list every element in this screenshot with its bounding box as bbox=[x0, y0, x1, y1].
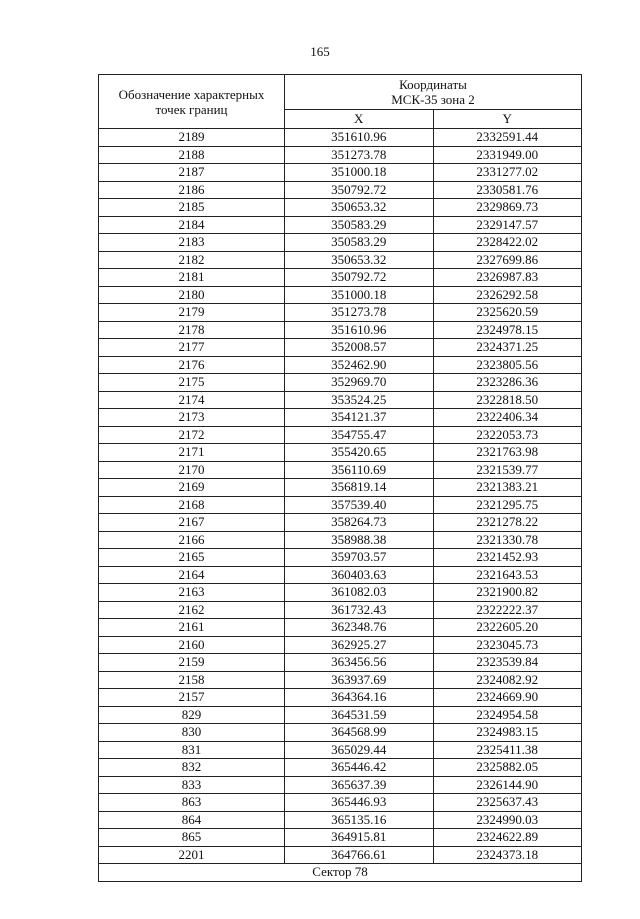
table-row bbox=[99, 181, 582, 199]
table-row bbox=[99, 654, 582, 672]
point-id-cell: 2174 bbox=[99, 391, 285, 409]
x-coordinate-cell: 365637.39 bbox=[285, 776, 434, 794]
y-coordinate-cell: 2329869.73 bbox=[433, 199, 582, 217]
x-coordinate-cell: 354121.37 bbox=[285, 409, 434, 427]
y-coordinate-cell: 2322406.34 bbox=[433, 409, 582, 427]
point-id-cell: 2176 bbox=[99, 356, 285, 374]
table-row bbox=[99, 689, 582, 707]
y-coordinate-cell: 2321330.78 bbox=[433, 531, 582, 549]
y-coordinate-cell: 2323805.56 bbox=[433, 356, 582, 374]
y-coordinate-cell: 2324990.03 bbox=[433, 811, 582, 829]
table-row bbox=[99, 811, 582, 829]
y-coordinate-cell: 2322053.73 bbox=[433, 426, 582, 444]
table-row bbox=[99, 584, 582, 602]
table-row bbox=[99, 566, 582, 584]
table-row bbox=[99, 251, 582, 269]
table-row bbox=[99, 426, 582, 444]
table-row bbox=[99, 776, 582, 794]
table-row bbox=[99, 549, 582, 567]
point-id-cell: 2169 bbox=[99, 479, 285, 497]
sector-label: Сектор 78 bbox=[99, 864, 582, 882]
x-coordinate-cell: 350792.72 bbox=[285, 269, 434, 287]
table-row bbox=[99, 164, 582, 182]
y-coordinate-cell: 2324983.15 bbox=[433, 724, 582, 742]
x-coordinate-cell: 365135.16 bbox=[285, 811, 434, 829]
x-coordinate-cell: 357539.40 bbox=[285, 496, 434, 514]
x-coordinate-cell: 355420.65 bbox=[285, 444, 434, 462]
x-column-header: X bbox=[285, 110, 434, 129]
y-coordinate-cell: 2326144.90 bbox=[433, 776, 582, 794]
point-header-line2: точек границ bbox=[155, 101, 228, 117]
coordinates-header bbox=[285, 75, 582, 110]
table-row bbox=[99, 391, 582, 409]
coords-header-line1: Координаты bbox=[399, 77, 467, 92]
point-id-cell: 2185 bbox=[99, 199, 285, 217]
y-coordinate-cell: 2321763.98 bbox=[433, 444, 582, 462]
y-coordinate-cell: 2323539.84 bbox=[433, 654, 582, 672]
point-id-cell: 831 bbox=[99, 741, 285, 759]
table-row bbox=[99, 846, 582, 864]
y-coordinate-cell: 2324978.15 bbox=[433, 321, 582, 339]
point-id-cell: 2157 bbox=[99, 689, 285, 707]
y-coordinate-cell: 2321539.77 bbox=[433, 461, 582, 479]
y-coordinate-cell: 2324669.90 bbox=[433, 689, 582, 707]
point-id-cell: 833 bbox=[99, 776, 285, 794]
point-id-cell: 2179 bbox=[99, 304, 285, 322]
table-body bbox=[99, 129, 582, 864]
x-coordinate-cell: 352462.90 bbox=[285, 356, 434, 374]
table-row bbox=[99, 409, 582, 427]
y-coordinate-cell: 2325411.38 bbox=[433, 741, 582, 759]
y-coordinate-cell: 2331949.00 bbox=[433, 146, 582, 164]
table-row bbox=[99, 671, 582, 689]
x-coordinate-cell: 350583.29 bbox=[285, 234, 434, 252]
point-id-cell: 2158 bbox=[99, 671, 285, 689]
point-id-cell: 2189 bbox=[99, 129, 285, 147]
point-id-cell: 2183 bbox=[99, 234, 285, 252]
point-id-cell: 2165 bbox=[99, 549, 285, 567]
point-id-cell: 2167 bbox=[99, 514, 285, 532]
point-id-cell: 2181 bbox=[99, 269, 285, 287]
x-coordinate-cell: 350583.29 bbox=[285, 216, 434, 234]
table-row bbox=[99, 129, 582, 147]
table-row bbox=[99, 286, 582, 304]
table-row bbox=[99, 356, 582, 374]
y-coordinate-cell: 2325882.05 bbox=[433, 759, 582, 777]
y-coordinate-cell: 2321383.21 bbox=[433, 479, 582, 497]
point-id-cell: 2178 bbox=[99, 321, 285, 339]
point-id-cell: 2177 bbox=[99, 339, 285, 357]
point-id-cell: 2159 bbox=[99, 654, 285, 672]
x-coordinate-cell: 352008.57 bbox=[285, 339, 434, 357]
coordinates-table bbox=[98, 74, 582, 882]
x-coordinate-cell: 364364.16 bbox=[285, 689, 434, 707]
y-coordinate-cell: 2328422.02 bbox=[433, 234, 582, 252]
point-id-cell: 2180 bbox=[99, 286, 285, 304]
y-coordinate-cell: 2321900.82 bbox=[433, 584, 582, 602]
x-coordinate-cell: 365446.93 bbox=[285, 794, 434, 812]
y-column-header: Y bbox=[433, 110, 582, 129]
table-row bbox=[99, 234, 582, 252]
table-row bbox=[99, 601, 582, 619]
point-id-cell: 2182 bbox=[99, 251, 285, 269]
y-coordinate-cell: 2325620.59 bbox=[433, 304, 582, 322]
y-coordinate-cell: 2324082.92 bbox=[433, 671, 582, 689]
point-id-cell: 2168 bbox=[99, 496, 285, 514]
point-id-cell: 865 bbox=[99, 829, 285, 847]
x-coordinate-cell: 362348.76 bbox=[285, 619, 434, 637]
point-id-cell: 2162 bbox=[99, 601, 285, 619]
point-id-cell: 863 bbox=[99, 794, 285, 812]
table-row bbox=[99, 479, 582, 497]
point-designation-header bbox=[99, 75, 285, 129]
table-row bbox=[99, 339, 582, 357]
x-coordinate-cell: 365446.42 bbox=[285, 759, 434, 777]
table-row bbox=[99, 199, 582, 217]
x-coordinate-cell: 358264.73 bbox=[285, 514, 434, 532]
y-coordinate-cell: 2324954.58 bbox=[433, 706, 582, 724]
point-id-cell: 2166 bbox=[99, 531, 285, 549]
table-row bbox=[99, 829, 582, 847]
table-row bbox=[99, 706, 582, 724]
x-coordinate-cell: 351000.18 bbox=[285, 286, 434, 304]
x-coordinate-cell: 364531.59 bbox=[285, 706, 434, 724]
page-number: 165 bbox=[310, 44, 330, 59]
y-coordinate-cell: 2321295.75 bbox=[433, 496, 582, 514]
x-coordinate-cell: 351000.18 bbox=[285, 164, 434, 182]
x-coordinate-cell: 350792.72 bbox=[285, 181, 434, 199]
y-coordinate-cell: 2327699.86 bbox=[433, 251, 582, 269]
point-id-cell: 2173 bbox=[99, 409, 285, 427]
y-coordinate-cell: 2324622.89 bbox=[433, 829, 582, 847]
y-coordinate-cell: 2332591.44 bbox=[433, 129, 582, 147]
y-coordinate-cell: 2329147.57 bbox=[433, 216, 582, 234]
x-coordinate-cell: 364568.99 bbox=[285, 724, 434, 742]
table-row bbox=[99, 216, 582, 234]
table-header-row bbox=[99, 75, 582, 110]
y-coordinate-cell: 2326292.58 bbox=[433, 286, 582, 304]
point-header-line1: Обозначение характерных bbox=[118, 86, 265, 102]
x-coordinate-cell: 351273.78 bbox=[285, 304, 434, 322]
table-row bbox=[99, 321, 582, 339]
x-coordinate-cell: 356819.14 bbox=[285, 479, 434, 497]
point-id-cell: 2175 bbox=[99, 374, 285, 392]
x-coordinate-cell: 351610.96 bbox=[285, 321, 434, 339]
y-coordinate-cell: 2323286.36 bbox=[433, 374, 582, 392]
x-coordinate-cell: 362925.27 bbox=[285, 636, 434, 654]
x-coordinate-cell: 363456.56 bbox=[285, 654, 434, 672]
table-row bbox=[99, 269, 582, 287]
y-coordinate-cell: 2324373.18 bbox=[433, 846, 582, 864]
table-row bbox=[99, 304, 582, 322]
x-coordinate-cell: 350653.32 bbox=[285, 251, 434, 269]
x-coordinate-cell: 361732.43 bbox=[285, 601, 434, 619]
x-coordinate-cell: 360403.63 bbox=[285, 566, 434, 584]
y-coordinate-cell: 2322222.37 bbox=[433, 601, 582, 619]
point-id-cell: 830 bbox=[99, 724, 285, 742]
y-coordinate-cell: 2323045.73 bbox=[433, 636, 582, 654]
y-coordinate-cell: 2324371.25 bbox=[433, 339, 582, 357]
y-coordinate-cell: 2321452.93 bbox=[433, 549, 582, 567]
point-id-cell: 2161 bbox=[99, 619, 285, 637]
table-row bbox=[99, 636, 582, 654]
point-id-cell: 832 bbox=[99, 759, 285, 777]
y-coordinate-cell: 2331277.02 bbox=[433, 164, 582, 182]
table-row bbox=[99, 741, 582, 759]
x-coordinate-cell: 365029.44 bbox=[285, 741, 434, 759]
y-coordinate-cell: 2321278.22 bbox=[433, 514, 582, 532]
y-coordinate-cell: 2322818.50 bbox=[433, 391, 582, 409]
point-id-cell: 2160 bbox=[99, 636, 285, 654]
y-coordinate-cell: 2322605.20 bbox=[433, 619, 582, 637]
x-coordinate-cell: 350653.32 bbox=[285, 199, 434, 217]
x-coordinate-cell: 364766.61 bbox=[285, 846, 434, 864]
x-coordinate-cell: 352969.70 bbox=[285, 374, 434, 392]
point-id-cell: 2187 bbox=[99, 164, 285, 182]
x-coordinate-cell: 354755.47 bbox=[285, 426, 434, 444]
x-coordinate-cell: 359703.57 bbox=[285, 549, 434, 567]
table-row bbox=[99, 724, 582, 742]
point-id-cell: 2186 bbox=[99, 181, 285, 199]
point-id-cell: 2184 bbox=[99, 216, 285, 234]
y-coordinate-cell: 2321643.53 bbox=[433, 566, 582, 584]
y-coordinate-cell: 2325637.43 bbox=[433, 794, 582, 812]
table-row bbox=[99, 461, 582, 479]
point-id-cell: 2164 bbox=[99, 566, 285, 584]
point-id-cell: 829 bbox=[99, 706, 285, 724]
x-coordinate-cell: 361082.03 bbox=[285, 584, 434, 602]
table-row bbox=[99, 531, 582, 549]
point-id-cell: 2163 bbox=[99, 584, 285, 602]
point-id-cell: 864 bbox=[99, 811, 285, 829]
table-row bbox=[99, 374, 582, 392]
table-row bbox=[99, 619, 582, 637]
x-coordinate-cell: 356110.69 bbox=[285, 461, 434, 479]
x-coordinate-cell: 351273.78 bbox=[285, 146, 434, 164]
table-row bbox=[99, 444, 582, 462]
table-row bbox=[99, 794, 582, 812]
x-coordinate-cell: 364915.81 bbox=[285, 829, 434, 847]
y-coordinate-cell: 2326987.83 bbox=[433, 269, 582, 287]
point-id-cell: 2201 bbox=[99, 846, 285, 864]
table-row bbox=[99, 514, 582, 532]
coords-header-line2: МСК-35 зона 2 bbox=[391, 92, 475, 107]
x-coordinate-cell: 351610.96 bbox=[285, 129, 434, 147]
x-coordinate-cell: 358988.38 bbox=[285, 531, 434, 549]
y-coordinate-cell: 2330581.76 bbox=[433, 181, 582, 199]
point-id-cell: 2171 bbox=[99, 444, 285, 462]
table-row bbox=[99, 759, 582, 777]
sector-row bbox=[99, 864, 582, 882]
table-row bbox=[99, 496, 582, 514]
table-row bbox=[99, 146, 582, 164]
point-id-cell: 2170 bbox=[99, 461, 285, 479]
point-id-cell: 2172 bbox=[99, 426, 285, 444]
x-coordinate-cell: 363937.69 bbox=[285, 671, 434, 689]
point-id-cell: 2188 bbox=[99, 146, 285, 164]
x-coordinate-cell: 353524.25 bbox=[285, 391, 434, 409]
